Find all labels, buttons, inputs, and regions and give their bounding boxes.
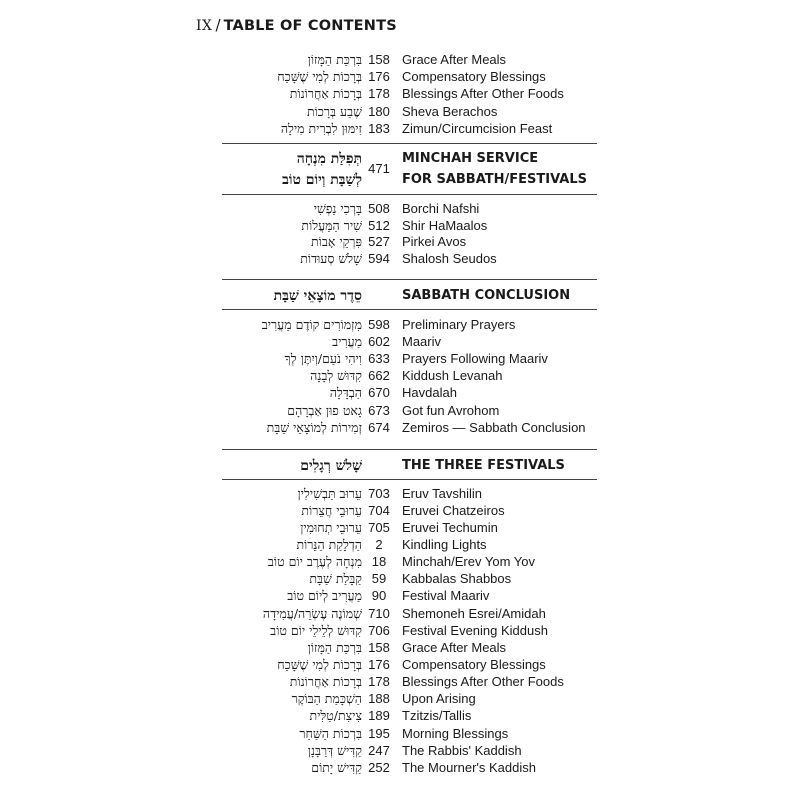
entry-hebrew: עֵרוּבֵי חֲצֵרוֹת (301, 503, 362, 518)
entry-page: 158 (368, 52, 390, 67)
entry-hebrew: שָׁלֹשׁ סְעוּדוֹת (300, 251, 362, 266)
entry-english: The Mourner's Kaddish (402, 760, 536, 775)
entry-page: 670 (368, 385, 390, 400)
entry-page: 508 (368, 201, 390, 216)
entry-english: Borchi Nafshi (402, 201, 480, 216)
entry-hebrew: קִדּוּשׁ לְבָנָה (310, 368, 362, 383)
entry-hebrew: מַעֲרִיב (332, 334, 362, 349)
section-heading-hebrew-line1: תְּפִלַּת מִנְחָה (296, 151, 362, 167)
entry-hebrew: בָּרְכִי נַפְשִׁי (313, 201, 362, 216)
entry-english: Shir HaMaalos (402, 218, 488, 233)
toc-entry[interactable] (222, 673, 597, 690)
entry-english: Got fun Avrohom (402, 403, 500, 418)
entry-page: 703 (368, 486, 390, 501)
entry-hebrew: וִיהִי נֹעַם/וְיִתֶּן לְךָ (284, 351, 362, 366)
entry-english: Compensatory Blessings (402, 657, 546, 672)
entry-hebrew: שֶׁבַע בְּרָכוֹת (306, 104, 362, 119)
entry-english: Morning Blessings (402, 726, 509, 741)
entry-english: Eruvei Chatzeiros (402, 503, 505, 518)
entry-english: Grace After Meals (402, 640, 507, 655)
toc-entry[interactable] (222, 622, 597, 639)
entry-page: 176 (368, 69, 390, 84)
toc-entry[interactable] (222, 742, 597, 759)
page-title: TABLE OF CONTENTS (223, 18, 397, 34)
entry-page: 176 (368, 657, 390, 672)
entry-hebrew: עֵרוּבֵי תְחוּמִין (300, 520, 362, 535)
toc-entry[interactable] (222, 384, 597, 401)
toc-entry[interactable] (222, 553, 597, 570)
toc-entry[interactable] (222, 316, 597, 333)
entry-hebrew: בְּרָכוֹת אַחֲרוֹנוֹת (289, 674, 362, 689)
entry-english: Sheva Berachos (402, 104, 498, 119)
entry-hebrew: בְּרָכוֹת אַחֲרוֹנוֹת (289, 86, 362, 101)
entry-english: Blessings After Other Foods (402, 674, 564, 689)
toc-entry[interactable] (222, 605, 597, 622)
entry-hebrew: בְּרָכוֹת לְמִי שֶׁשָּׁכַח (277, 657, 362, 672)
entry-hebrew: מִזְמוֹרִים קוֹדֶם מַעֲרִיב (261, 317, 362, 332)
toc-entry[interactable] (222, 570, 597, 587)
entry-hebrew: הַדְלָקַת הַנֵּרוֹת (296, 537, 362, 552)
section-divider (222, 479, 597, 480)
entry-page: 90 (371, 588, 387, 603)
entry-english: Havdalah (402, 385, 457, 400)
section-heading-page: 471 (368, 161, 390, 176)
toc-entry[interactable] (222, 217, 597, 234)
entry-page: 706 (368, 623, 390, 638)
entry-page: 195 (368, 726, 390, 741)
entry-english: Grace After Meals (402, 52, 507, 67)
toc-entry[interactable] (222, 419, 597, 436)
entry-hebrew: בְּרָכוֹת לְמִי שֶׁשָּׁכַח (277, 69, 362, 84)
entry-page: 710 (368, 606, 390, 621)
section-divider (222, 279, 597, 280)
entry-hebrew: זְמִירוֹת לְמוֹצָאֵי שַׁבָּת (266, 420, 362, 435)
section-heading-hebrew: שָׁלֹשׁ רְגָלִים (300, 458, 362, 474)
entry-hebrew: מַעֲרִיב לְיוֹם טוֹב (287, 588, 362, 603)
toc-entry[interactable] (222, 68, 597, 85)
entry-english: Kindling Lights (402, 537, 487, 552)
entry-page: 183 (368, 121, 390, 136)
entry-page: 705 (368, 520, 390, 535)
entry-english: Minchah/Erev Yom Yov (402, 554, 535, 569)
section-divider (222, 194, 597, 195)
section-heading-three-festivals[interactable] (222, 454, 597, 478)
entry-page: 252 (368, 760, 390, 775)
entry-english: Zimun/Circumcision Feast (402, 121, 553, 136)
entry-english: Blessings After Other Foods (402, 86, 564, 101)
entry-hebrew: זִימּוּן לִבְרִית מִילָה (280, 121, 362, 136)
entry-hebrew: הַשְׁכָּמַת הַבּוֹקֶר (291, 691, 362, 706)
entry-page: 158 (368, 640, 390, 655)
entry-hebrew: הַבְדָּלָה (329, 385, 362, 400)
entry-page: 180 (368, 104, 390, 119)
entry-hebrew: גָאט פוּן אַבְרָהָם (287, 403, 362, 418)
entry-english: Eruvei Techumin (402, 520, 498, 535)
toc-entry[interactable] (222, 639, 597, 656)
entry-english: Upon Arising (402, 691, 476, 706)
entry-page: 59 (371, 571, 387, 586)
toc-entry[interactable] (222, 759, 597, 776)
entry-english: Kabbalas Shabbos (402, 571, 512, 586)
entry-hebrew: שְׁמוֹנֶה עֶשְׂרֵה/עֲמִידָה (262, 606, 362, 621)
entry-english: Zemiros — Sabbath Conclusion (402, 420, 586, 435)
toc-entry[interactable] (222, 656, 597, 673)
toc-entry[interactable] (222, 707, 597, 724)
entry-english: Festival Evening Kiddush (402, 623, 548, 638)
header-separator: / (215, 16, 221, 34)
entry-hebrew: קַדִּישׁ יָתוֹם (311, 760, 362, 775)
entry-hebrew: שִׁיר הַמַּעֲלוֹת (301, 218, 362, 233)
entry-english: The Rabbis' Kaddish (402, 743, 522, 758)
toc-entry[interactable] (222, 250, 597, 267)
page-header (196, 14, 397, 37)
entry-page: 673 (368, 403, 390, 418)
entry-page: 633 (368, 351, 390, 366)
entry-english: Prayers Following Maariv (402, 351, 548, 366)
entry-page: 18 (371, 554, 387, 569)
entry-english: Tzitzis/Tallis (402, 708, 472, 723)
entry-page: 178 (368, 86, 390, 101)
entry-page: 602 (368, 334, 390, 349)
section-heading-hebrew: סֵדֶר מוֹצָאֵי שַׁבָּת (273, 288, 362, 304)
toc-entry[interactable] (222, 333, 597, 350)
entry-english: Shalosh Seudos (402, 251, 497, 266)
toc-entry[interactable] (222, 200, 597, 217)
section-divider (222, 309, 597, 310)
entry-page: 188 (368, 691, 390, 706)
toc-entry[interactable] (222, 120, 597, 137)
toc-entry[interactable] (222, 725, 597, 742)
entry-page: 2 (375, 537, 383, 552)
toc-entry[interactable] (222, 51, 597, 68)
entry-hebrew: קִדּוּשׁ לְלֵילֵי יוֹם טוֹב (270, 623, 362, 638)
section-divider (222, 143, 597, 144)
entry-english: Eruv Tavshilin (402, 486, 482, 501)
entry-page: 704 (368, 503, 390, 518)
entry-english: Preliminary Prayers (402, 317, 516, 332)
entry-page: 662 (368, 368, 390, 383)
toc-entry[interactable] (222, 350, 597, 367)
entry-english: Maariv (402, 334, 442, 349)
section-heading-minchah[interactable] (222, 147, 597, 193)
entry-hebrew: קַדִּישׁ דְּרַבָּנָן (307, 743, 362, 758)
entry-hebrew: עֵרוּב תַּבְשִׁילִין (297, 486, 362, 501)
entry-page: 674 (368, 420, 390, 435)
toc-entry[interactable] (222, 587, 597, 604)
entry-hebrew: מִנְחָה לְעֶרֶב יוֹם טוֹב (267, 554, 362, 569)
toc-entry[interactable] (222, 485, 597, 502)
toc-entry[interactable] (222, 233, 597, 250)
section-heading-sabbath-conclusion[interactable] (222, 284, 597, 308)
entry-page: 594 (368, 251, 390, 266)
toc-entry[interactable] (222, 690, 597, 707)
entry-english: Compensatory Blessings (402, 69, 546, 84)
entry-hebrew: קַבָּלַת שַׁבָּת (309, 571, 362, 586)
entry-hebrew: בִּרְכַּת הַמָּזוֹן (307, 640, 362, 655)
entry-page: 598 (368, 317, 390, 332)
page-number-roman: IX (196, 18, 213, 34)
entry-english: Shemoneh Esrei/Amidah (402, 606, 546, 621)
entry-page: 189 (368, 708, 390, 723)
toc-entry[interactable] (222, 85, 597, 102)
section-heading-english-line2: FOR SABBATH/FESTIVALS (402, 172, 587, 187)
entry-hebrew: פִּרְקֵי אָבוֹת (311, 234, 362, 249)
entry-page: 512 (368, 218, 390, 233)
toc-entry[interactable] (222, 402, 597, 419)
toc-entry[interactable] (222, 367, 597, 384)
entry-hebrew: צִיצִת/טַלִּית (309, 708, 362, 723)
section-heading-hebrew-line2: לְשַׁבָּת וְיוֹם טוֹב (282, 172, 362, 188)
entry-english: Festival Maariv (402, 588, 490, 603)
entry-page: 178 (368, 674, 390, 689)
toc-entry[interactable] (222, 502, 597, 519)
entry-hebrew: בִּרְכוֹת הַשַּׁחַר (299, 726, 362, 741)
section-divider (222, 449, 597, 450)
entry-hebrew: בִּרְכַּת הַמָּזוֹן (307, 52, 362, 67)
section-heading-english: THE THREE FESTIVALS (402, 458, 565, 473)
entry-page: 527 (368, 234, 390, 249)
entry-english: Kiddush Levanah (402, 368, 503, 383)
section-heading-english-line1: MINCHAH SERVICE (402, 151, 539, 166)
section-heading-english: SABBATH CONCLUSION (402, 288, 571, 303)
toc-entry[interactable] (222, 103, 597, 120)
toc-entry[interactable] (222, 536, 597, 553)
entry-english: Pirkei Avos (402, 234, 467, 249)
toc-entry[interactable] (222, 519, 597, 536)
entry-page: 247 (368, 743, 390, 758)
